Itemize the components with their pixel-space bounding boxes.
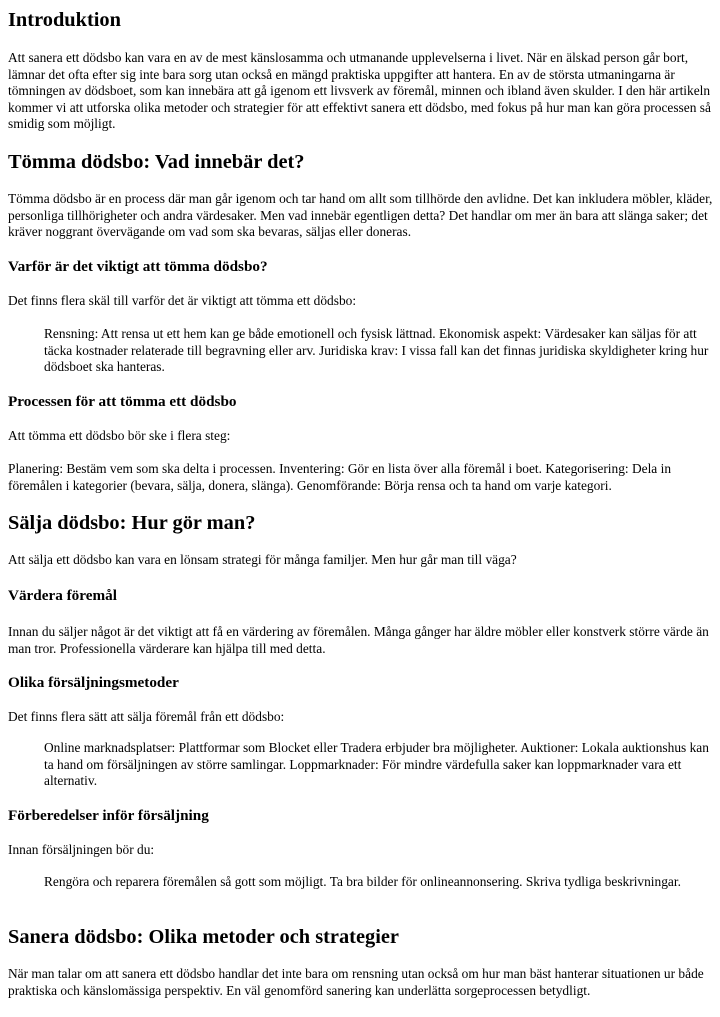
paragraph-processen-steg: Planering: Bestäm vem som ska delta i processen. Inventering: Gör en lista över alla föremål i boet. Kategorisering: Dela in föremålen i kategorier (bevara, sälja, donera, slänga). Genomförande: Börja rensa och ta hand om varje kategori. (8, 461, 672, 493)
paragraph-processen-intro: Att tömma ett dödsbo bör ske i flera steg: (8, 428, 231, 443)
heading-sanera-dodsbo: Sanera dödsbo: Olika metoder och strategier (8, 926, 399, 948)
heading-varfor-viktigt: Varför är det viktigt att tömma dödsbo? (8, 258, 268, 275)
paragraph-vardera: Innan du säljer något är det viktigt att få en värdering av föremålen. Många gånger har äldre möbler eller konstverk större värde än man tror. Professionella värderare kan hjälpa till med detta. (8, 624, 709, 656)
heading-salja-dodsbo: Sälja dödsbo: Hur gör man? (8, 512, 256, 534)
paragraph-intro: Att sanera ett dödsbo kan vara en av de mest känslosamma och utmanande upplevelserna i livet. När en älskad person går bort, lämnar det ofta efter sig inte bara sorg utan också en mängd praktiska uppgifter att hantera. En av de största utmaningarna är tömningen av dödsboet, som kan innebära att gå igenom ett livsverk av föremål, minnen och ibland även skulder. I den här artikeln kommer vi att utforska olika metoder och strategier för att effektivt sanera ett dödsbo, med fokus på hur man kan göra processen så smidig som möjligt. (8, 50, 711, 132)
heading-processen: Processen för att tömma ett dödsbo (8, 393, 237, 410)
paragraph-forsaljningsmetoder: Det finns flera sätt att sälja föremål från ett dödsbo: (8, 709, 285, 724)
paragraph-tomma-dodsbo: Tömma dödsbo är en process där man går igenom och tar hand om allt som tillhörde den avlidne. Det kan inkludera möbler, kläder, personliga tillhörigheter och andra värdesaker. Men vad innebär egentligen detta? Det handlar om mer än bara att slänga saker; det kräver noggrant övervägande om vad som ska bevaras, säljas eller doneras. (8, 191, 713, 240)
heading-vardera: Värdera föremål (8, 587, 117, 604)
paragraph-varfor-viktigt: Det finns flera skäl till varför det är viktigt att tömma ett dödsbo: (8, 293, 357, 308)
heading-forberedelser: Förberedelser inför försäljning (8, 807, 209, 824)
paragraph-forberedelser: Innan försäljningen bör du: (8, 842, 155, 857)
blockquote-forberedelser: Rengöra och reparera föremålen så gott som möjligt. Ta bra bilder för onlineannonsering. Skriva tydliga beskrivningar. (44, 874, 681, 889)
heading-forsaljningsmetoder: Olika försäljningsmetoder (8, 674, 179, 691)
blockquote-metoder: Online marknadsplatser: Plattformar som Blocket eller Tradera erbjuder bra möjligheter. Auktioner: Lokala auktionshus kan ta hand om försäljningen av större samlingar. Loppmarknader: För mindre värdefulla saker kan loppmarknader vara ett alternativ. (44, 740, 709, 789)
heading-introduktion: Introduktion (8, 9, 121, 31)
blockquote-skal: Rensning: Att rensa ut ett hem kan ge både emotionell och fysisk lättnad. Ekonomisk aspekt: Värdesaker kan säljas för att täcka kostnader relaterade till begravning eller arv. Juridiska krav: I vissa fall kan det finnas juridiska skyldigheter kring hur dödsboet ska hanteras. (44, 326, 709, 375)
paragraph-sanera: När man talar om att sanera ett dödsbo handlar det inte bara om rensning utan också om hur man bäst hanterar situationen ur både praktiska och känslomässiga perspektiv. En väl genomförd sanering kan underlätta sorgeprocessen betydligt. (8, 966, 704, 998)
paragraph-salja-intro: Att sälja ett dödsbo kan vara en lönsam strategi för många familjer. Men hur går man till väga? (8, 552, 517, 567)
heading-tomma-dodsbo: Tömma dödsbo: Vad innebär det? (8, 151, 305, 173)
